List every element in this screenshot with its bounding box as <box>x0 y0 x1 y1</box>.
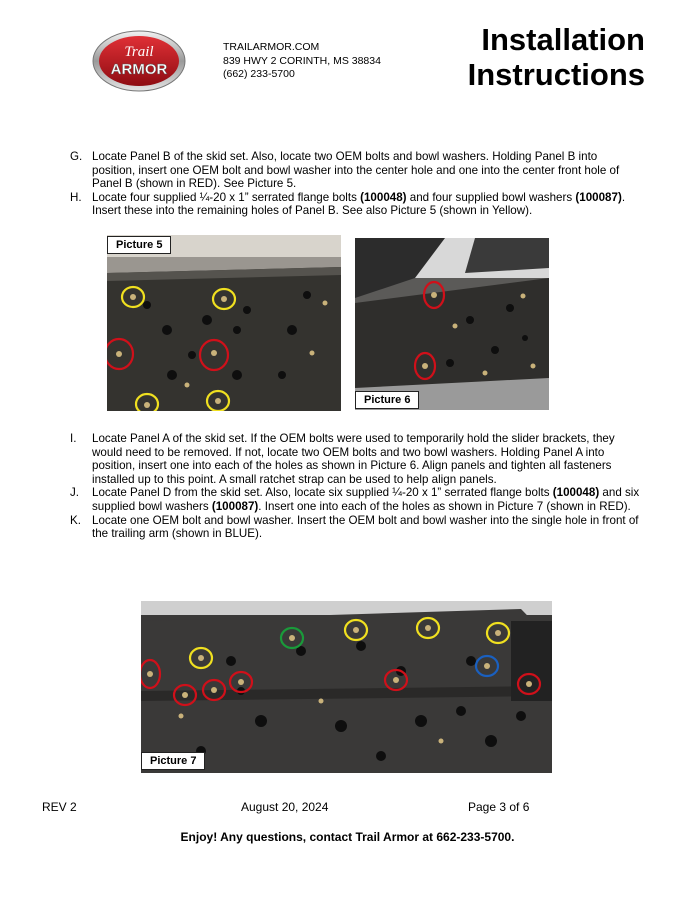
step-text <box>92 432 640 486</box>
step-text-part: . Insert these into the remaining holes of Panel B. See also Picture 5 (shown in Yellow). <box>92 190 626 218</box>
steps-top <box>70 150 640 218</box>
trail-armor-logo <box>92 30 186 92</box>
instruction-step <box>70 191 640 218</box>
step-letter: H. <box>70 190 82 204</box>
picture-5-photo <box>107 235 341 411</box>
instruction-step <box>70 486 640 513</box>
step-text <box>92 150 640 191</box>
part-number: (100048) <box>552 486 600 500</box>
step-letter: I. <box>70 432 77 445</box>
picture-7-photo <box>141 601 552 773</box>
instruction-step <box>70 432 640 486</box>
part-number: (100048) <box>360 190 407 204</box>
step-text-part: Locate four supplied ¼-20 x 1” serrated flange bolts <box>92 190 361 204</box>
step-text-part: Locate one OEM bolt and bowl washer. Insert the OEM bolt and bowl washer into the single hole in front of the trailing arm (shown in BLUE). <box>92 513 639 541</box>
picture-5-caption: Picture 5 <box>107 236 171 254</box>
steps-bottom <box>70 432 640 541</box>
website-text: TRAILARMOR.COM <box>223 41 320 53</box>
step-text-part: Locate Panel B of the skid set. Also, locate two OEM bolts and bowl washers. Holding Panel B into position, insert one OEM bolt and bowl washer into the center hole and one into the center front hole of Panel B (shown in RED). See Picture 5. <box>92 150 620 191</box>
logo-text-bottom: ARMOR <box>110 61 168 78</box>
step-text <box>92 191 640 218</box>
picture-6-caption: Picture 6 <box>355 391 419 409</box>
page-title <box>468 22 645 92</box>
step-text-part: Locate Panel A of the skid set. If the OEM bolts were used to temporarily hold the slider brackets, they would need to be removed. If not, locate two OEM bolts and two bowl washers. Holding Panel A into position, insert one into each of the holes as shown in Picture 6. Align panels and tighten all fasteners installed up to this point. A small ratchet strap can be used to help align panels. <box>92 432 615 486</box>
part-number: (100087) <box>211 499 259 513</box>
footer-contact-note: Enjoy! Any questions, contact Trail Armor at 662-233-5700. <box>180 830 515 844</box>
address-text: 839 HWY 2 CORINTH, MS 38834 <box>223 54 381 67</box>
title-line-2: Instructions <box>467 57 645 92</box>
step-letter: G. <box>70 150 83 163</box>
instruction-step <box>70 150 640 191</box>
phone-text: (662) 233-5700 <box>223 68 295 80</box>
step-letter: J. <box>70 486 80 500</box>
step-text <box>92 486 640 513</box>
step-text <box>92 514 640 541</box>
instruction-step <box>70 514 640 541</box>
part-number: (100087) <box>575 190 622 204</box>
contact-block <box>223 41 381 82</box>
step-text-part: . Insert one into each of the holes as shown in Picture 7 (shown in RED). <box>258 499 631 513</box>
step-text-part: and six supplied bowl washers <box>92 486 640 513</box>
picture-6-photo <box>355 238 549 410</box>
picture-7-caption: Picture 7 <box>141 752 205 770</box>
logo-text-top: Trail <box>124 44 154 60</box>
step-text-part: and four supplied bowl washers <box>406 190 576 204</box>
footer-page-number: Page 3 of 6 <box>468 800 530 814</box>
title-line-1: Installation <box>481 22 645 57</box>
footer-date: August 20, 2024 <box>241 800 329 814</box>
step-letter: K. <box>70 513 81 527</box>
step-text-part: Locate Panel D from the skid set. Also, locate six supplied ¼-20 x 1” serrated flange bolts <box>92 486 553 500</box>
footer-rev: REV 2 <box>42 800 77 814</box>
